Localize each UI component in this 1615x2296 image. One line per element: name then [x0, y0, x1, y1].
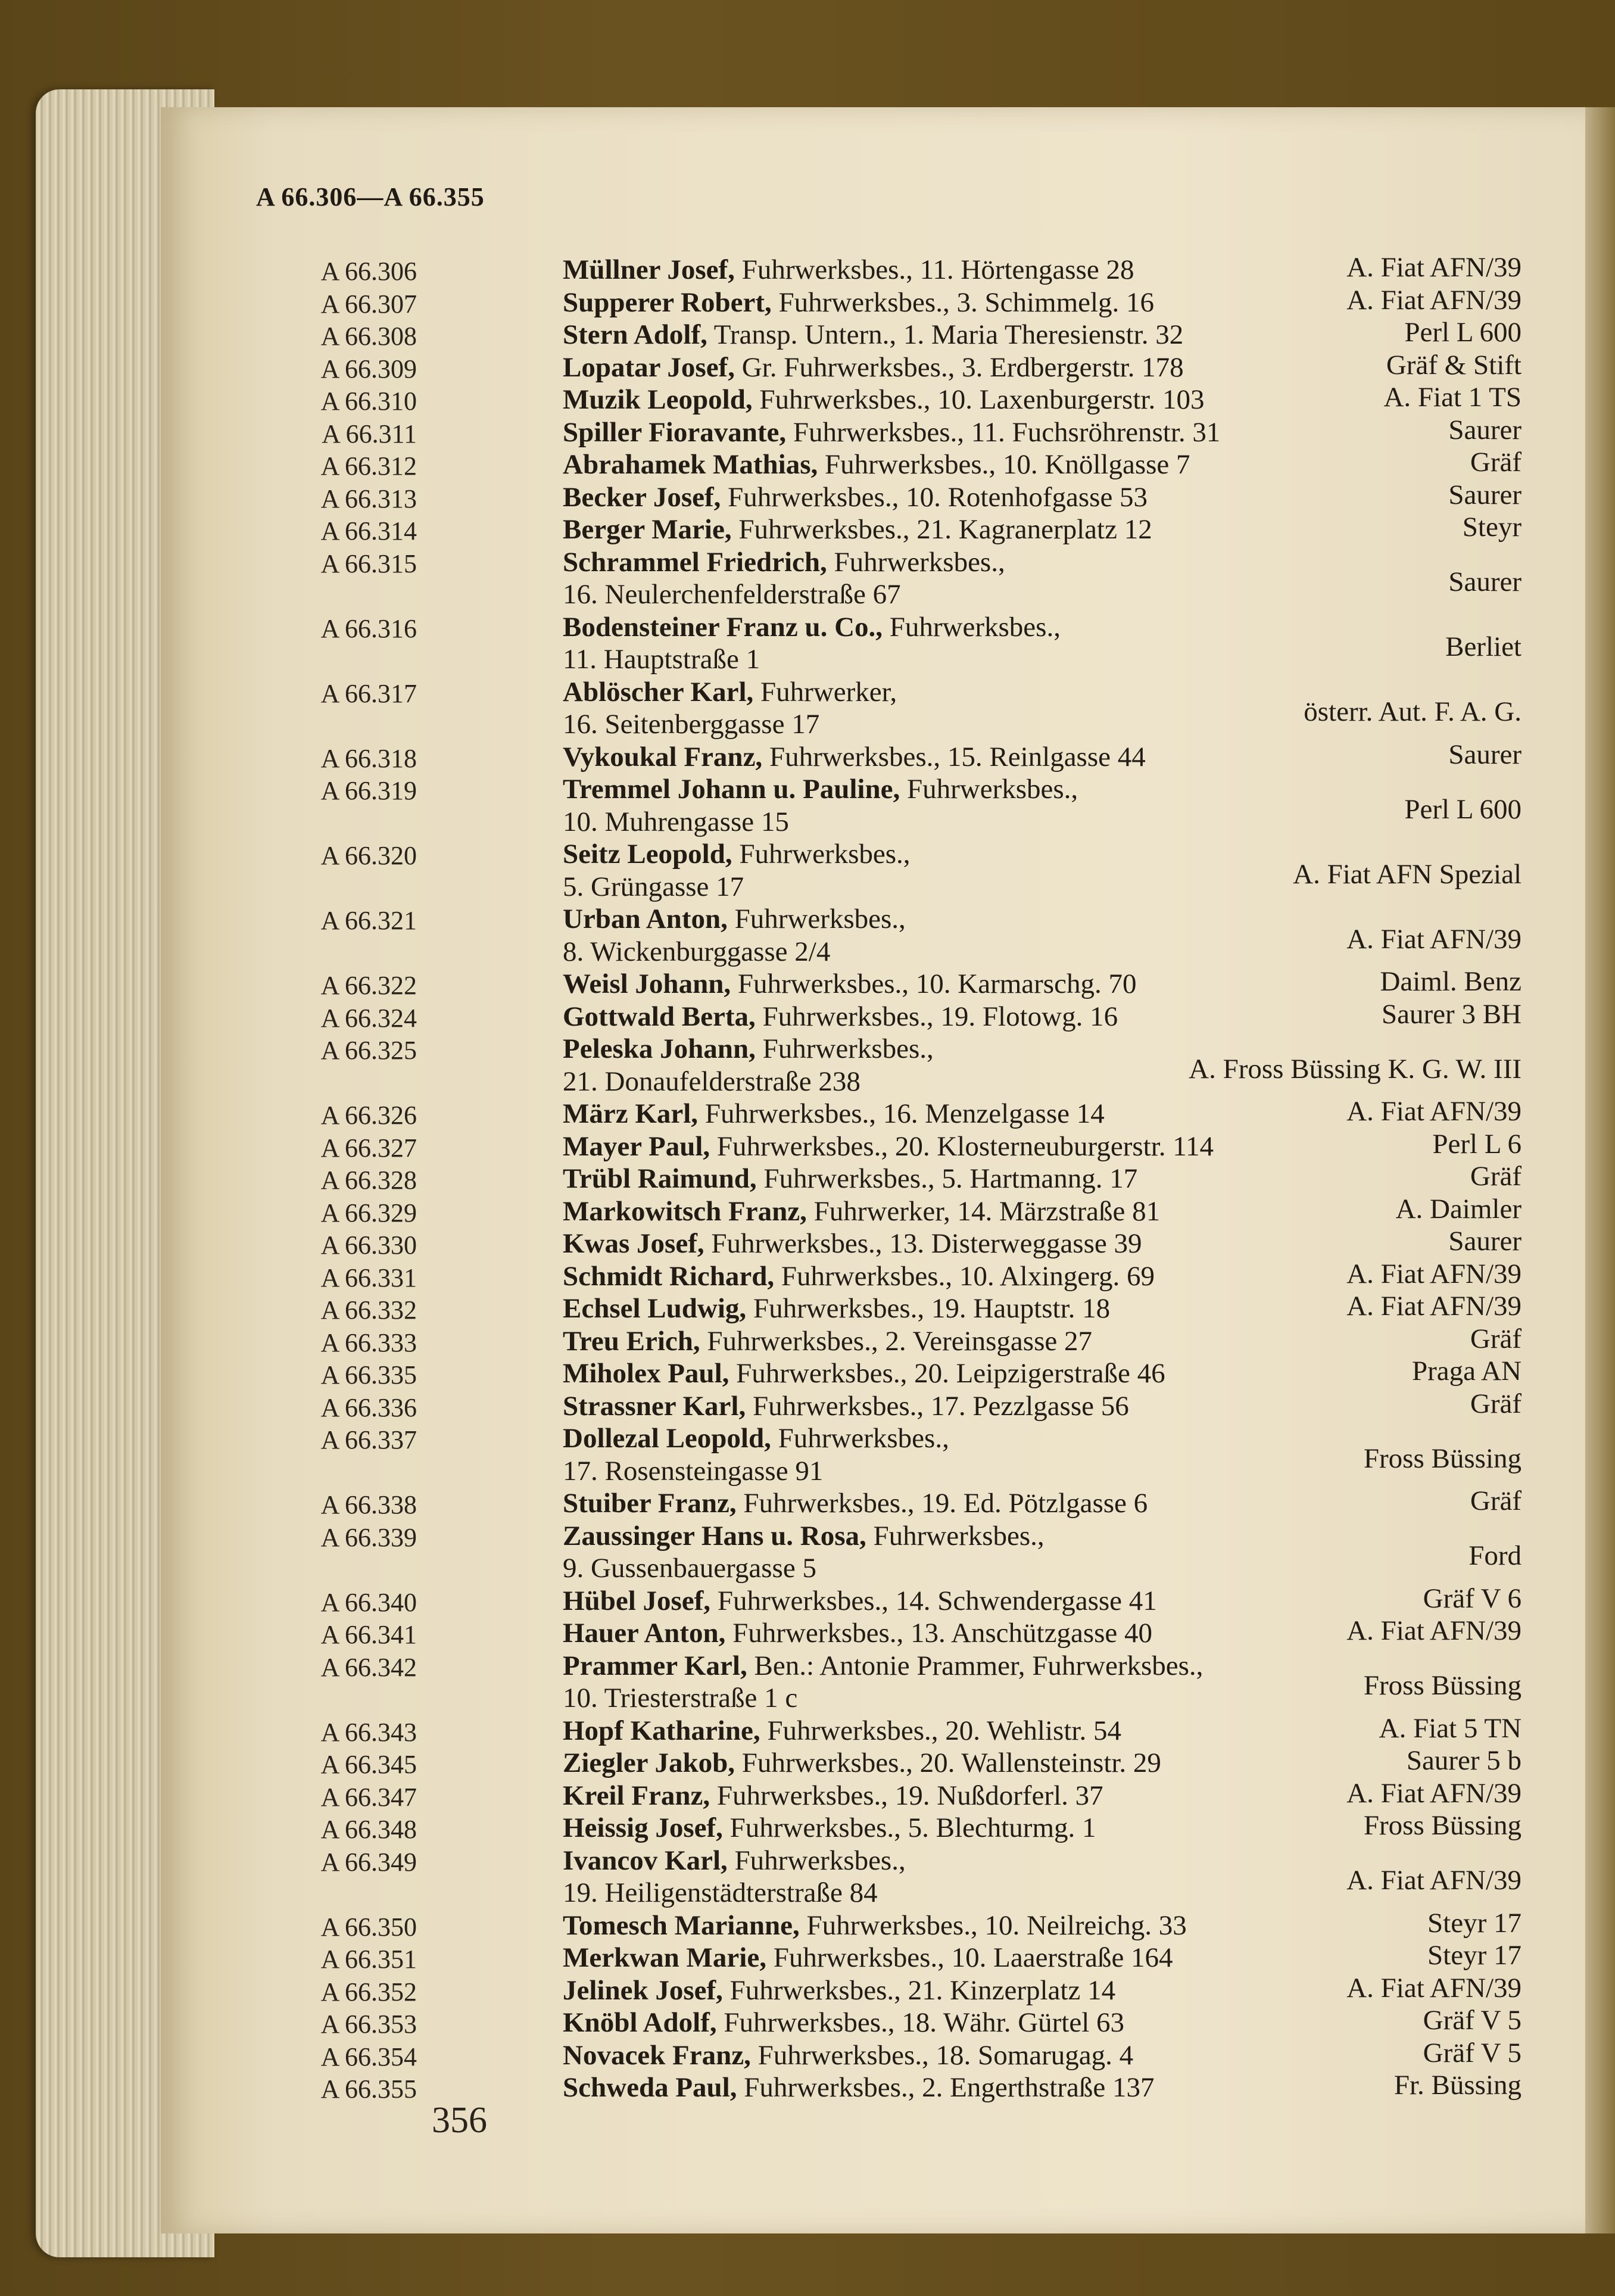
- owner-address: 21. Donaufelderstraße 238: [563, 1066, 860, 1097]
- owner-name: Abrahamek Mathias,: [563, 449, 818, 480]
- vehicle-make: Gräf: [1470, 447, 1522, 478]
- owner-description: Fuhrwerksbes., 3. Schimmelg. 16: [771, 286, 1155, 318]
- owner-description: Fuhrwerksbes., 17. Pezzlgasse 56: [746, 1390, 1129, 1422]
- vehicle-make: Fross Büssing: [1363, 1443, 1522, 1474]
- owner-description: Fuhrwerksbes., 10. Alxingerg. 69: [774, 1260, 1155, 1292]
- owner-description: Fuhrwerksbes., 21. Kagranerplatz 12: [731, 514, 1152, 545]
- owner-description: Fuhrwerksbes., 13. Anschützgasse 40: [725, 1618, 1153, 1649]
- owner-name: Schmidt Richard,: [563, 1260, 775, 1292]
- owner-line: [563, 1325, 1092, 1357]
- owner-line: [563, 1650, 1203, 1682]
- owner-description: Gr. Fuhrwerksbes., 3. Erdbergerstr. 178: [734, 351, 1184, 383]
- vehicle-make: Praga AN: [1411, 1356, 1522, 1387]
- registration-number: A 66.354: [320, 2042, 417, 2071]
- vehicle-make: Steyr: [1462, 512, 1522, 543]
- owner-line: [563, 1974, 1115, 2007]
- owner-line: [563, 1780, 1103, 1812]
- owner-description: Fuhrwerksbes., 13. Disterweggasse 39: [704, 1228, 1142, 1259]
- owner-name: Stern Adolf,: [563, 319, 707, 350]
- owner-address: 5. Grüngasse 17: [563, 871, 744, 902]
- owner-address: 10. Triesterstraße 1 c: [563, 1683, 798, 1714]
- owner-address: 8. Wickenburggasse 2/4: [563, 936, 831, 967]
- vehicle-make: Fr. Büssing: [1393, 2070, 1522, 2101]
- owner-line: [563, 1487, 1148, 1519]
- owner-description: Fuhrwerksbes.,: [866, 1520, 1045, 1552]
- owner-name: Lopatar Josef,: [563, 351, 735, 383]
- vehicle-make: A. Fiat 5 TN: [1379, 1712, 1522, 1744]
- owner-line: [563, 1715, 1121, 1747]
- registration-number: A 66.313: [320, 484, 417, 513]
- owner-line: [563, 546, 1005, 578]
- owner-line: [563, 384, 1204, 416]
- registration-number: A 66.321: [320, 906, 417, 935]
- owner-line: [563, 481, 1148, 513]
- owner-name: Dollezal Leopold,: [563, 1423, 771, 1454]
- owner-name: Hopf Katharine,: [563, 1715, 760, 1746]
- registration-number: A 66.307: [320, 289, 417, 319]
- owner-name: Urban Anton,: [563, 904, 728, 934]
- registration-number: A 66.342: [320, 1652, 417, 1682]
- vehicle-make: Fross Büssing: [1363, 1670, 1522, 1702]
- vehicle-make: Gräf: [1470, 1388, 1522, 1419]
- owner-address: 16. Neulerchenfelderstraße 67: [563, 579, 901, 610]
- vehicle-make: Gräf V 5: [1423, 2037, 1522, 2068]
- owner-name: Markowitsch Franz,: [563, 1195, 807, 1227]
- registration-number: A 66.322: [320, 971, 417, 1000]
- vehicle-make: A. Fiat AFN/39: [1346, 1865, 1522, 1896]
- page-number: 356: [432, 2100, 487, 2141]
- vehicle-make: Perl L 600: [1404, 317, 1522, 348]
- owner-address: 17. Rosensteingasse 91: [563, 1455, 824, 1487]
- owner-description: Fuhrwerksbes., 10. Karmarschg. 70: [731, 968, 1137, 999]
- registration-number: A 66.337: [320, 1425, 417, 1454]
- owner-name: Kreil Franz,: [563, 1780, 710, 1811]
- owner-line: [563, 611, 1061, 643]
- registration-number: A 66.347: [320, 1782, 417, 1812]
- owner-name: Stuiber Franz,: [563, 1488, 737, 1519]
- vehicle-make: A. Fiat AFN/39: [1346, 1096, 1522, 1127]
- owner-line: [563, 1357, 1165, 1390]
- owner-description: Fuhrwerker, 14. Märzstraße 81: [806, 1195, 1161, 1227]
- vehicle-make: Saurer: [1448, 1226, 1522, 1257]
- owner-description: Fuhrwerksbes., 19. Nußdorferl. 37: [710, 1780, 1103, 1811]
- owner-name: Zaussinger Hans u. Rosa,: [563, 1520, 866, 1552]
- owner-name: Miholex Paul,: [563, 1358, 729, 1389]
- registration-number: A 66.318: [320, 743, 417, 773]
- owner-description: Fuhrwerksbes., 5. Blechturmg. 1: [722, 1812, 1096, 1843]
- vehicle-make: Gräf: [1470, 1323, 1522, 1354]
- owner-line: [563, 2071, 1154, 2104]
- owner-description: Fuhrwerksbes., 18. Währ. Gürtel 63: [716, 2007, 1125, 2038]
- vehicle-make: Ford: [1469, 1540, 1522, 1572]
- owner-description: Fuhrwerksbes.,: [727, 904, 906, 934]
- registration-number: A 66.317: [320, 678, 417, 708]
- owner-name: Schweda Paul,: [563, 2072, 737, 2103]
- owner-name: Knöbl Adolf,: [563, 2007, 717, 2038]
- registration-number: A 66.351: [320, 1945, 417, 1974]
- owner-name: Ivancov Karl,: [563, 1845, 728, 1876]
- owner-name: Strassner Karl,: [563, 1390, 746, 1422]
- owner-line: [563, 2007, 1124, 2039]
- registration-number: A 66.311: [322, 419, 417, 448]
- vehicle-make: Perl L 600: [1404, 793, 1522, 825]
- registration-number: A 66.338: [320, 1490, 417, 1519]
- registration-number: A 66.308: [320, 322, 417, 351]
- vehicle-make: A. Fiat AFN/39: [1346, 1972, 1522, 2004]
- owner-description: Transp. Untern., 1. Maria Theresienstr. 32: [707, 319, 1184, 350]
- owner-description: Fuhrwerksbes., 2. Engerthstraße 137: [737, 2072, 1155, 2103]
- vehicle-make: A. Daimler: [1395, 1193, 1522, 1225]
- owner-line: [563, 513, 1152, 546]
- owner-address: 19. Heiligenstädterstraße 84: [563, 1877, 878, 1908]
- vehicle-make: Gräf: [1470, 1485, 1522, 1516]
- owner-line: [563, 1130, 1214, 1163]
- registration-number: A 66.312: [320, 451, 417, 481]
- registration-number: A 66.355: [320, 2074, 417, 2104]
- owner-line: [563, 1812, 1096, 1844]
- owner-description: Fuhrwerksbes., 15. Reinlgasse 44: [762, 741, 1146, 772]
- owner-name: Ablöscher Karl,: [563, 676, 754, 708]
- owner-name: Kwas Josef,: [563, 1228, 704, 1259]
- owner-description: Fuhrwerksbes., 10. Laxenburgerstr. 103: [752, 384, 1205, 415]
- owner-line: [563, 1033, 934, 1065]
- vehicle-make: A. Fiat AFN/39: [1346, 1777, 1522, 1809]
- vehicle-make: Saurer: [1448, 566, 1522, 598]
- registration-number: A 66.330: [320, 1230, 417, 1260]
- owner-name: Bodensteiner Franz u. Co.,: [563, 611, 883, 643]
- owner-name: Mayer Paul,: [563, 1130, 710, 1162]
- registration-number: A 66.319: [320, 776, 417, 805]
- owner-name: Hübel Josef,: [563, 1585, 711, 1616]
- owner-name: Ziegler Jakob,: [563, 1747, 735, 1778]
- vehicle-make: österr. Aut. F. A. G.: [1304, 696, 1522, 728]
- owner-line: [563, 2039, 1133, 2071]
- owner-line: [563, 1098, 1105, 1130]
- registration-number: A 66.333: [320, 1328, 417, 1357]
- owner-description: Fuhrwerksbes., 2. Vereinsgasse 27: [700, 1325, 1092, 1357]
- owner-line: [563, 1747, 1161, 1779]
- owner-description: Fuhrwerksbes., 11. Hörtengasse 28: [734, 254, 1134, 285]
- owner-name: Trübl Raimund,: [563, 1163, 757, 1194]
- owner-line: [563, 968, 1136, 1000]
- vehicle-make: Saurer: [1448, 479, 1522, 510]
- owner-line: [563, 1228, 1142, 1260]
- owner-name: Tremmel Johann u. Pauline,: [563, 774, 900, 805]
- owner-line: [563, 319, 1183, 351]
- owner-name: Seitz Leopold,: [563, 839, 732, 870]
- owner-name: Heissig Josef,: [563, 1812, 723, 1843]
- vehicle-make: Saurer 5 b: [1406, 1745, 1522, 1776]
- owner-address: 11. Hauptstraße 1: [563, 644, 760, 675]
- owner-line: [563, 1195, 1160, 1228]
- registration-number: A 66.306: [320, 257, 417, 286]
- owner-name: Muzik Leopold,: [563, 384, 753, 415]
- owner-description: Fuhrwerksbes., 10. Laaerstraße 164: [766, 1942, 1173, 1973]
- owner-name: Schrammel Friedrich,: [563, 546, 827, 578]
- owner-name: Jelinek Josef,: [563, 1974, 723, 2006]
- vehicle-make: A. Fiat AFN/39: [1346, 923, 1522, 955]
- registration-number: A 66.336: [320, 1392, 417, 1422]
- vehicle-make: A. Fiat 1 TS: [1383, 382, 1522, 413]
- registration-number: A 66.314: [320, 516, 417, 546]
- owner-description: Fuhrwerksbes., 10. Rotenhofgasse 53: [721, 481, 1148, 513]
- owner-name: Treu Erich,: [563, 1325, 700, 1357]
- registration-number: A 66.350: [320, 1912, 417, 1942]
- owner-description: Fuhrwerksbes., 10. Neilreichg. 33: [799, 1909, 1187, 1941]
- registration-number: A 66.328: [320, 1166, 417, 1195]
- owner-address: 16. Seitenberggasse 17: [563, 709, 820, 740]
- registration-number: A 66.315: [320, 549, 417, 578]
- vehicle-make: A. Fross Büssing K. G. W. III: [1189, 1053, 1522, 1085]
- owner-name: Müllner Josef,: [563, 254, 735, 285]
- owner-name: Supperer Robert,: [563, 286, 772, 318]
- registration-number: A 66.349: [320, 1847, 417, 1877]
- registration-number: A 66.327: [320, 1133, 417, 1163]
- vehicle-make: Saurer: [1448, 739, 1522, 770]
- owner-description: Fuhrwerksbes., 20. Wallensteinstr. 29: [734, 1747, 1161, 1778]
- owner-description: Fuhrwerksbes.,: [883, 611, 1061, 643]
- registration-number: A 66.332: [320, 1295, 417, 1325]
- vehicle-make: A. Fiat AFN/39: [1346, 1258, 1522, 1289]
- owner-description: Fuhrwerksbes.,: [727, 1845, 906, 1876]
- vehicle-make: A. Fiat AFN/39: [1346, 1615, 1522, 1646]
- owner-line: [563, 1390, 1129, 1422]
- owner-line: [563, 254, 1134, 286]
- vehicle-make: Gräf V 6: [1423, 1582, 1522, 1614]
- registration-number: A 66.335: [320, 1360, 417, 1390]
- owner-line: [563, 1520, 1045, 1552]
- owner-description: Fuhrwerksbes., 5. Hartmanng. 17: [756, 1163, 1138, 1194]
- owner-description: Fuhrwerksbes., 20. Klosterneuburgerstr. 114: [710, 1130, 1214, 1162]
- vehicle-make: A. Fiat AFN/39: [1346, 1291, 1522, 1322]
- vehicle-make: Saurer 3 BH: [1382, 998, 1522, 1030]
- owner-line: [563, 1942, 1173, 1974]
- registration-number: A 66.345: [320, 1750, 417, 1779]
- registration-number: A 66.331: [320, 1263, 417, 1292]
- owner-line: [563, 838, 911, 870]
- vehicle-make: A. Fiat AFN Spezial: [1293, 858, 1522, 890]
- registration-number: A 66.325: [320, 1036, 417, 1065]
- vehicle-make: Gräf V 5: [1423, 2005, 1522, 2036]
- owner-line: [563, 741, 1146, 773]
- vehicle-make: A. Fiat AFN/39: [1346, 252, 1522, 283]
- vehicle-make: Gräf & Stift: [1386, 349, 1522, 381]
- owner-name: Berger Marie,: [563, 514, 732, 545]
- registration-number: A 66.320: [320, 841, 417, 870]
- owner-name: Tomesch Marianne,: [563, 1909, 800, 1941]
- vehicle-make: Daiml. Benz: [1380, 966, 1522, 997]
- registration-number: A 66.343: [320, 1717, 417, 1747]
- owner-name: Gottwald Berta,: [563, 1001, 756, 1032]
- vehicle-make: Gräf: [1470, 1161, 1522, 1192]
- owner-description: Fuhrwerksbes., 20. Leipzigerstraße 46: [729, 1358, 1165, 1389]
- registration-number: A 66.348: [320, 1815, 417, 1844]
- owner-line: [563, 1617, 1152, 1649]
- owner-description: Fuhrwerker,: [753, 676, 897, 708]
- owner-address: 10. Muhrengasse 15: [563, 806, 789, 837]
- owner-name: Becker Josef,: [563, 481, 721, 513]
- owner-description: Fuhrwerksbes., 19. Flotowg. 16: [755, 1001, 1118, 1032]
- registration-number: A 66.341: [320, 1620, 417, 1649]
- owner-address: 9. Gussenbauergasse 5: [563, 1553, 816, 1584]
- owner-line: [563, 676, 897, 708]
- owner-description: Fuhrwerksbes., 19. Ed. Pötzlgasse 6: [736, 1488, 1148, 1519]
- owner-name: Novacek Franz,: [563, 2039, 751, 2071]
- owner-description: Fuhrwerksbes., 10. Knöllgasse 7: [818, 449, 1190, 480]
- owner-name: Peleska Johann,: [563, 1033, 756, 1064]
- owner-line: [563, 351, 1184, 384]
- owner-line: [563, 448, 1190, 481]
- owner-name: Merkwan Marie,: [563, 1942, 766, 1973]
- owner-description: Fuhrwerksbes.,: [732, 839, 911, 870]
- owner-line: [563, 286, 1154, 319]
- vehicle-make: Steyr 17: [1427, 1907, 1522, 1939]
- owner-description: Fuhrwerksbes., 21. Kinzerplatz 14: [722, 1974, 1116, 2006]
- owner-line: [563, 1422, 949, 1454]
- owner-description: Ben.: Antonie Prammer, Fuhrwerksbes.,: [747, 1650, 1204, 1681]
- vehicle-make: Fross Büssing: [1363, 1810, 1522, 1841]
- vehicle-make: Perl L 6: [1432, 1128, 1522, 1160]
- owner-name: Vykoukal Franz,: [563, 741, 763, 772]
- registration-number: A 66.340: [320, 1587, 417, 1617]
- vehicle-make: Saurer: [1448, 414, 1522, 446]
- registration-number: A 66.310: [320, 387, 417, 416]
- vehicle-make: Steyr 17: [1427, 1940, 1522, 1971]
- owner-line: [563, 903, 906, 935]
- owner-name: Weisl Johann,: [563, 968, 731, 999]
- owner-line: [563, 1845, 906, 1877]
- registration-number: A 66.352: [320, 1977, 417, 2007]
- owner-line: [563, 773, 1078, 805]
- owner-name: März Karl,: [563, 1098, 699, 1129]
- owner-description: Fuhrwerksbes.,: [827, 546, 1005, 578]
- registration-number: A 66.353: [320, 2010, 417, 2039]
- owner-name: Echsel Ludwig,: [563, 1293, 747, 1324]
- vehicle-make: A. Fiat AFN/39: [1346, 284, 1522, 316]
- owner-description: Fuhrwerksbes.,: [900, 774, 1078, 805]
- owner-line: [563, 1585, 1157, 1617]
- owner-line: [563, 416, 1220, 448]
- registration-number: A 66.309: [320, 354, 417, 384]
- owner-description: Fuhrwerksbes., 11. Fuchsröhrenstr. 31: [786, 416, 1221, 448]
- owner-name: Spiller Fioravante,: [563, 416, 787, 448]
- owner-name: Prammer Karl,: [563, 1650, 747, 1681]
- vehicle-make: Berliet: [1445, 631, 1522, 663]
- registration-number: A 66.329: [320, 1198, 417, 1228]
- registration-number: A 66.316: [320, 613, 417, 643]
- owner-line: [563, 1001, 1118, 1033]
- owner-description: Fuhrwerksbes.,: [771, 1423, 949, 1454]
- owner-line: [563, 1260, 1155, 1292]
- owner-description: Fuhrwerksbes., 14. Schwendergasse 41: [710, 1585, 1157, 1616]
- registration-number: A 66.326: [320, 1101, 417, 1130]
- owner-description: Fuhrwerksbes., 19. Hauptstr. 18: [746, 1293, 1111, 1324]
- owner-name: Hauer Anton,: [563, 1618, 726, 1649]
- registration-number: A 66.339: [320, 1522, 417, 1552]
- registration-number: A 66.324: [320, 1003, 417, 1033]
- owner-line: [563, 1163, 1137, 1195]
- owner-line: [563, 1292, 1110, 1325]
- owner-description: Fuhrwerksbes., 18. Somarugag. 4: [750, 2039, 1134, 2071]
- running-head: A 66.306—A 66.355: [256, 182, 485, 211]
- owner-description: Fuhrwerksbes., 16. Menzelgasse 14: [698, 1098, 1105, 1129]
- owner-description: Fuhrwerksbes., 20. Wehlistr. 54: [760, 1715, 1121, 1746]
- owner-description: Fuhrwerksbes.,: [755, 1033, 934, 1064]
- owner-line: [563, 1909, 1187, 1942]
